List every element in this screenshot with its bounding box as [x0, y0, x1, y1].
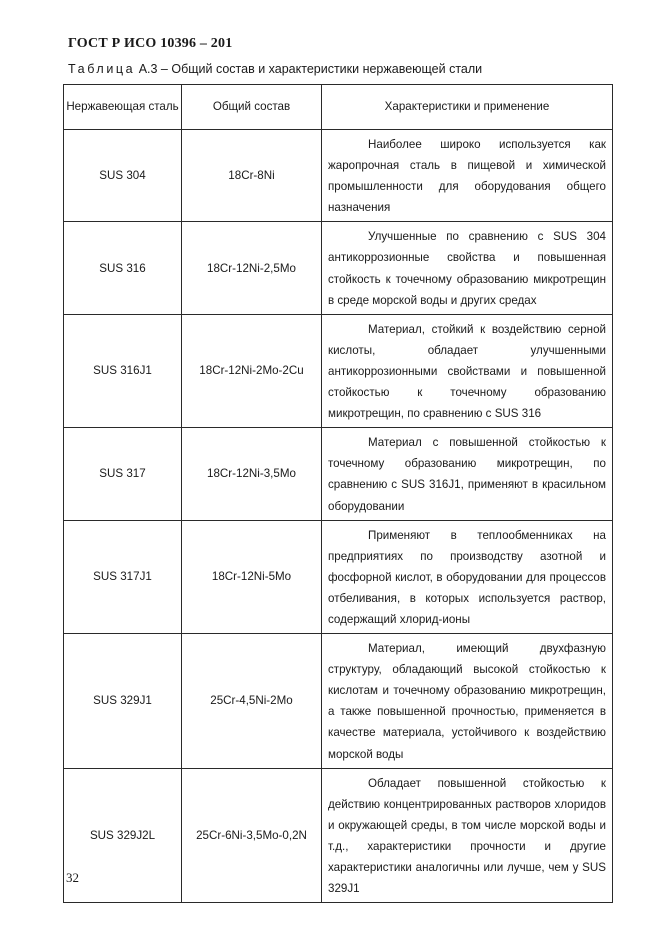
steel-grade-cell: SUS 304 [64, 130, 182, 222]
composition-cell: 18Cr-8Ni [182, 130, 322, 222]
composition-cell: 25Cr-4,5Ni-2Mo [182, 634, 322, 769]
table-caption-label: Таблица [68, 62, 136, 76]
table-row [64, 428, 613, 520]
composition-cell: 18Cr-12Ni-2Mo-2Cu [182, 314, 322, 427]
table-row [64, 314, 613, 427]
composition-cell: 18Cr-12Ni-2,5Mo [182, 222, 322, 314]
document-header: ГОСТ Р ИСО 10396 – 201 [68, 36, 233, 51]
description-cell: Материал с повышенной стойкостью к точечному образованию микротрещин, по сравнению с SUS 316J1, применяют в красильном оборудовании [322, 428, 613, 520]
steel-grade-cell: SUS 329J2L [64, 768, 182, 903]
column-header-steel: Нержавеющая сталь [64, 85, 182, 130]
table-row [64, 222, 613, 314]
steel-grade-cell: SUS 329J1 [64, 634, 182, 769]
table-row [64, 768, 613, 903]
description-cell: Материал, имеющий двухфазную структуру, обладающий высокой стойкостью к кислотам и точечному образованию микротрещин, а также повышенной прочностью, применяется в качестве материала, устойчивого к воздействию морской воды [322, 634, 613, 769]
description-cell: Материал, стойкий к воздействию серной кислоты, обладает улучшенными антикоррозионными свойствами и повышенной стойкостью к точечному образованию микротрещин, по сравнению с SUS 316 [322, 314, 613, 427]
description-cell: Применяют в теплообменниках на предприятиях по производству азотной и фосфорной кислот, в оборудовании для процессов отбеливания, в которых используется раствор, содержащий хлорид-ионы [322, 520, 613, 633]
steel-grade-cell: SUS 317 [64, 428, 182, 520]
table-row [64, 520, 613, 633]
description-cell: Обладает повышенной стойкостью к действию концентрированных растворов хлоридов и окружающей среды, в том числе морской воды и т.д., характеристики прочности и другие характеристики аналогичны или лучше, чем у SUS 329J1 [322, 768, 613, 903]
steel-grade-cell: SUS 316 [64, 222, 182, 314]
steel-grade-cell: SUS 316J1 [64, 314, 182, 427]
description-cell: Улучшенные по сравнению с SUS 304 антикоррозионные свойства и повышенная стойкость к точечному образованию микротрещин в среде морской воды и других средах [322, 222, 613, 314]
column-header-characteristics: Характеристики и применение [322, 85, 613, 130]
composition-cell: 18Cr-12Ni-5Mo [182, 520, 322, 633]
table-caption-title: А.3 – Общий состав и характеристики нержавеющей стали [135, 62, 483, 76]
table-caption [68, 62, 482, 76]
steel-grade-cell: SUS 317J1 [64, 520, 182, 633]
table-row [64, 634, 613, 769]
column-header-composition: Общий состав [182, 85, 322, 130]
composition-cell: 18Cr-12Ni-3,5Mo [182, 428, 322, 520]
composition-cell: 25Cr-6Ni-3,5Mo-0,2N [182, 768, 322, 903]
table-header-row [64, 85, 613, 130]
page-number: 32 [66, 870, 79, 885]
stainless-steel-table [63, 84, 613, 903]
description-cell: Наиболее широко используется как жаропрочная сталь в пищевой и химической промышленности для оборудования общего назначения [322, 130, 613, 222]
table-row [64, 130, 613, 222]
